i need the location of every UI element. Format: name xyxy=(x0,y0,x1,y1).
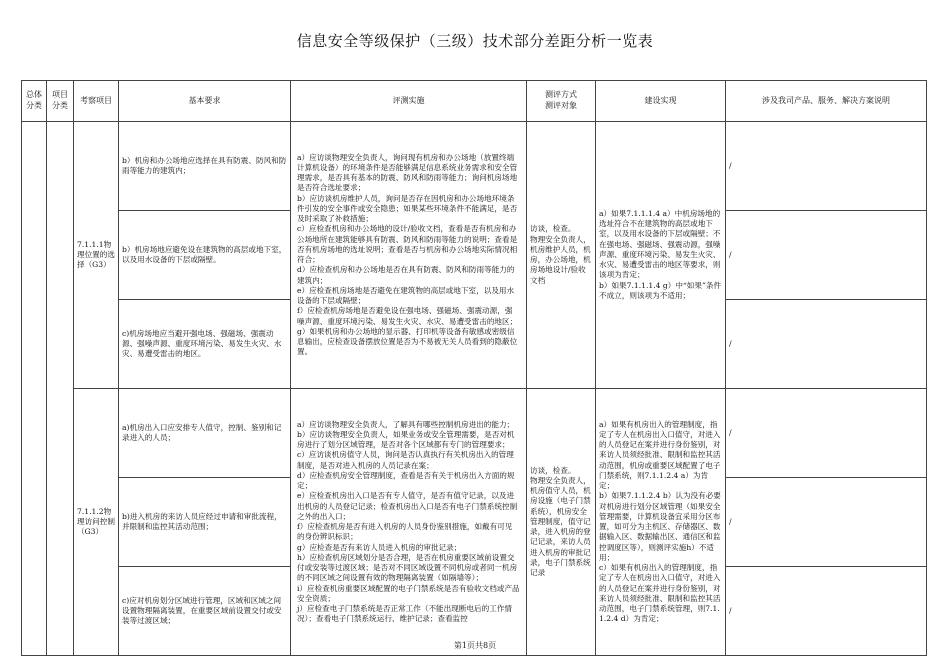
header-overall-category: 总体分类 xyxy=(22,81,47,122)
page-number xyxy=(0,640,950,651)
requirement-cell: c)应对机房划分区域进行管理，区域和区域之间设置物理隔离装置，在重要区域前设置交付或安装等过渡区域； xyxy=(119,567,291,656)
gap-analysis-table xyxy=(21,80,927,656)
table-row xyxy=(22,389,927,478)
inspection-item-cell: 7.1.1.2物理访问控制（G3） xyxy=(74,389,119,656)
requirement-cell: b)进入机房的来访人员应经过申请和审批流程，并限制和监控其活动范围； xyxy=(119,478,291,567)
remark-cell: / xyxy=(726,300,927,389)
inspection-item-cell: 7.1.1.1物理位置的选择（G3） xyxy=(74,122,119,389)
remark-cell: / xyxy=(726,567,927,656)
method-cell: 访谈，检查。 物理安全负责人，机房维护人员，机房，办公场地，机房场地设计/验收文档 xyxy=(527,122,596,389)
document-title: 信息安全等级保护（三级）技术部分差距分析一览表 xyxy=(296,32,654,50)
requirement-cell: b）机房场地应避免设在建筑物的高层或地下室，以及用水设备的下层或隔壁。 xyxy=(119,211,291,300)
remark-cell: / xyxy=(726,389,927,478)
table-header-row xyxy=(22,81,927,122)
header-evaluation-method: 测评方式 测评对象 xyxy=(527,81,596,122)
requirement-cell: c)机房场地应当避开强电场、强磁场、强震动源、强噪声源、重度环境污染、易发生火灾、水灾、易遭受雷击的地区。 xyxy=(119,300,291,389)
build-cell: a）如果有机房出入的管理制度，指定了专人在机房出入口值守，对进入的人员登记在案并进行身份鉴别，对来访人员须经批准、限制和监控其活动范围，机房或重要区域配置了电子门禁系统，则7.1.1.2.4 a）为肯定； b）如果7.1.1.2.4 b）认为没有必要对机房进行划分区域管理（如果安全管理需要，计算机设备宜采用分区布置，如可分为主机区、存储器区、数据输入区、数据输出区、通信区和监控调度区等），则测评实施h）不适用； c）如果有机房出入的管理制度，指定了专人在机房出入口值守，对进入的人员登记在案并进行身份鉴别，对来访人员须经批准、限制和监控其活动范围，电子门禁系统管理，则7.1.1.2.4 d）为肯定； xyxy=(596,389,726,656)
requirement-cell: b）机房和办公场地应选择在具有防震、防风和防雨等能力的建筑内； xyxy=(119,122,291,211)
requirement-cell: a)机房出入口应安排专人值守，控制、鉴别和记录进入的人员； xyxy=(119,389,291,478)
method-cell: 访谈，检查。 物理安全负责人，机房值守人员，机房设施（电子门禁系统），机房安全管理制度，值守记录，进入机房的登记记录，来访人员进入机房的审批记录，电子门禁系统记录 xyxy=(527,389,596,656)
remark-cell: / xyxy=(726,122,927,211)
header-item-category: 项目分类 xyxy=(47,81,74,122)
header-evaluation-implementation: 评测实施 xyxy=(291,81,527,122)
remark-cell: / xyxy=(726,478,927,567)
build-cell: a）如果7.1.1.1.4 a）中机房场地的选址符合不在建筑物的高层或地下室，以及用水设备的下层或隔壁；不在强电场、强磁场、强震动源，强噪声源、重度环境污染、易发生火灾、水灾、易遭受雷击的地区等要求，则该项为肯定； b）如果7.1.1.1.4 g）中“如果”条件不成立，则该项为不适用； xyxy=(596,122,726,389)
header-product-description: 涉及我司产品、服务、解决方案说明 xyxy=(726,81,927,122)
header-basic-requirements: 基本要求 xyxy=(119,81,291,122)
implementation-text: a）应访谈物理安全负责人，询问现有机房和办公场地（放置终端计算机设备）的环境条件是否能够满足信息系统业务需求和安全管理需求，是否具有基本的防震、防风和防雨等能力；询问机房场地是否符合选址要求； b）应访谈机房维护人员，询问是否存在因机房和办公场地环境条件引发的安全事件或安全隐患；如果某些环境条件不能满足，是否及时采取了补救措施； c）应检查机房和办公场地的设计/验收文档，查看是否有机房和办公场地所在建筑能够具有防震、防风和防雨等能力的说明；查看是否有机房场地的选址说明；查看是否与机房和办公场地实际情况相符合； d）应检查机房和办公场地是否在具有防震、防风和防雨等能力的建筑内； e）应检查机房场地是否避免在建筑物的高层或地下室，以及用水设备的下层或隔壁； f）应检查机房场地是否避免设在强电场、强磁场、强震动源，强噪声源、重度环境污染、易发生火灾、水灾、易遭受雷击的地区； g）如果机房和办公场地的显示器、打印机等设备有敏感或密级信息输出，应检查设备摆放位置是否为不易被无关人员看到的隐蔽位置。 xyxy=(297,152,518,357)
page-number-text: 第1页共8页 xyxy=(451,641,499,650)
implementation-cell xyxy=(291,122,527,389)
item-category-cell xyxy=(47,122,74,656)
header-build-implementation: 建设实现 xyxy=(596,81,726,122)
header-inspection-item: 考察项目 xyxy=(74,81,119,122)
implementation-cell xyxy=(291,389,527,656)
remark-cell: / xyxy=(726,211,927,300)
overall-category-cell xyxy=(22,122,47,656)
implementation-text: a）应访谈物理安全负责人，了解具有哪些控制机房进出的能力； b）应访谈物理安全负责人，如果业务或安全管理需要，是否对机房进行了划分区域管理，是否对各个区域都有专门的管理要求； c）应访谈机房值守人员，询问是否认真执行有关机房出入的管理制度，是否对进入机房的人员记录在案； d）应检查机房安全管理制度，查看是否有关于机房出入方面的规定； e）应检查机房出入口是否有专人值守，是否有值守记录，以及进出机房的人员登记记录；检查机房出入口是否有电子门禁系统控制之外的出入口； f）应检查机房是否有进入机房的人员身份鉴别措施，如戴有可见的身份辨识标识； g）应检查是否有来访人员进入机房的审批记录； h）应检查机房区域划分是否合理，是否在机房重要区域前设置交付或安装等过渡区域；是否对不同区域设置不同机房或者同一机房的不同区域之间设置有效的物理隔离装置（如隔墙等）； i）应检查机房重要区域配置的电子门禁系统是否有验收文档或产品安全资质； j）应检查电子门禁系统是否正常工作（不能出现断电后的工作情况）；查看电子门禁系统运行、维护记录；查看监控 xyxy=(297,419,520,624)
table-row xyxy=(22,122,927,211)
